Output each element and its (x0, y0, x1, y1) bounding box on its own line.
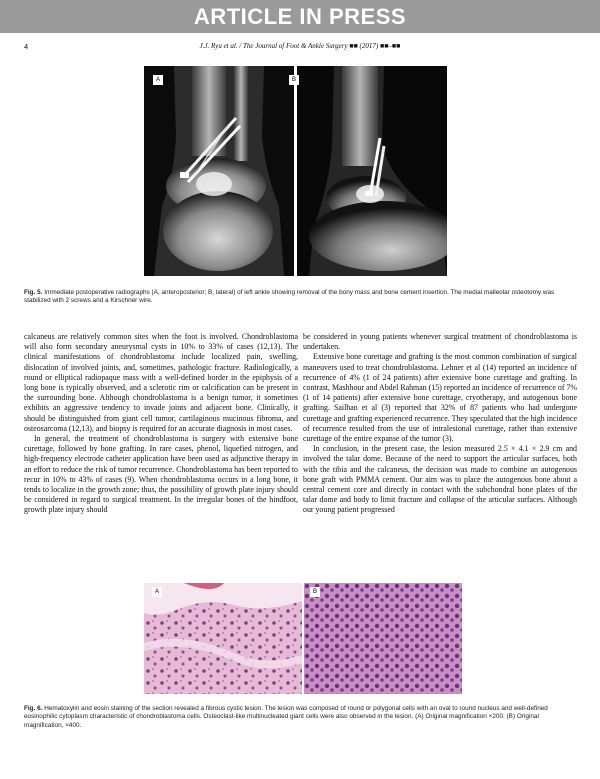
radiograph-image (144, 66, 447, 276)
right-paragraph-3: In conclusion, in the present case, the lesion measured 2.5 × 4.1 × 2.9 cm and involved the talar dome. Because of the need to support the articular surfaces, both with the tibia and the calcaneus, the decision was made to combine an autogenous bone graft with PMMA cement. Our aim was to place the autogenous bone about a central cement core and directly in contact with the subchondral bone plates of the talar dome and body to limit fracture and collapse of the articular surfaces. Although our young patient progressed (303, 444, 577, 515)
figure-6-panel-a-label: A (152, 587, 162, 597)
page-number: 4 (24, 42, 29, 51)
histology-image (144, 583, 462, 694)
left-paragraph-1: calcaneus are relatively common sites when the foot is involved. Chondroblastoma will also form secondary aneurysmal cysts in 10% to 33% of cases (12,13). The clinical manifestations of chondroblastoma include localized pain, swelling, dislocation of involved joints, and, sometimes, pathologic fracture. Radiologically, a round or elliptical radiopaque mass with a well-defined border in the epiphysis of a long bone is typically observed, and a sclerotic rim or calcification can be present in the surrounding bone. Although chondroblastoma is a benign tumor, it sometimes exhibits an aggressive tendency to invade joints and adjacent bone. Clinically, it should be distinguished from giant cell tumor, cartilaginous mucinous fibroma, and osteosarcoma (12,13), and biopsy is required for an accurate diagnosis in most cases. (24, 332, 298, 433)
figure-5-caption-text: Immediate postoperative radiographs (A, anteroposterior; B, lateral) of left ankle showing removal of the bony mass and bone cement insertion. The medial malleolar osteotomy was stabilized with 2 screws and a Kirschner wire. (24, 289, 555, 305)
left-paragraph-2: In general, the treatment of chondroblastoma is surgery with extensive bone curettage, followed by bone grafting. In rare cases, phenol, liquefied nitrogen, and high-frequency electrode catheter application have been used as adjunctive therapy in an effort to reduce the risk of tumor recurrence. Chondroblastoma has been reported to recur in 10% to 43% of cases (9). When chondroblastoma occurs in a long bone, it tends to localize in the growth zone; thus, the possibility of growth plate injury should be considered in regard to surgical treatment. In the irregular bones of the hindfoot, growth plate injury should (24, 434, 298, 515)
figure-5-radiographs (144, 66, 447, 276)
figure-5-caption-label: Fig. 5. (24, 289, 43, 296)
figure-5-caption (24, 289, 576, 306)
figure-6-caption-text: Hematoxylin and eosin staining of the section revealed a fibrous cystic lesion. The lesion was composed of round or polygonal cells with an oval to round nucleus and well-defined eosinophilic cytoplasm characteristic of chondroblastoma cells. Osteoclast-like multinucleated giant cells were also observed in the lesion. (A) Original magnification ×200. (B) Original magnification, ×400. (24, 705, 548, 729)
right-paragraph-1: be considered in young patients whenever surgical treatment of chondroblastoma is undertaken. (303, 332, 577, 352)
article-in-press-banner: ARTICLE IN PRESS (0, 0, 600, 33)
figure-5-panel-b-label: B (289, 75, 299, 85)
figure-6-caption-label: Fig. 6. (24, 705, 43, 712)
right-text-column (303, 332, 577, 516)
figure-5-panel-a-label: A (153, 75, 163, 85)
right-paragraph-2: Extensive bone curettage and grafting is the most common combination of surgical maneuvers used to treat chondroblastoma. Lehner et al (14) reported an incidence of recurrence of 4% (1 of 24 patients) after extensive bone curettage and grafting. In contrast, Mashhour and Abdel Rahman (15) reported an incidence of recurrence of 7% (1 of 14 patients) after extensive bone curettage, cryotherapy, and autogenous bone grafting. Sailhan et al (3) reported that 32% of 87 patients who had undergone curettage and grafting experienced recurrence. They speculated that the high incidence of recurrence resulted from the use of intralesional curettage, rather than extensive curettage of the entire expanse of the tumor (3). (303, 352, 577, 444)
figure-6-panel-b-label: B (310, 587, 320, 597)
left-text-column (24, 332, 298, 516)
figure-6-histology (144, 583, 462, 694)
running-head: J.J. Ryu et al. / The Journal of Foot & Ankle Surgery ■■ (2017) ■■–■■ (199, 42, 401, 50)
figure-6-caption (24, 705, 576, 730)
